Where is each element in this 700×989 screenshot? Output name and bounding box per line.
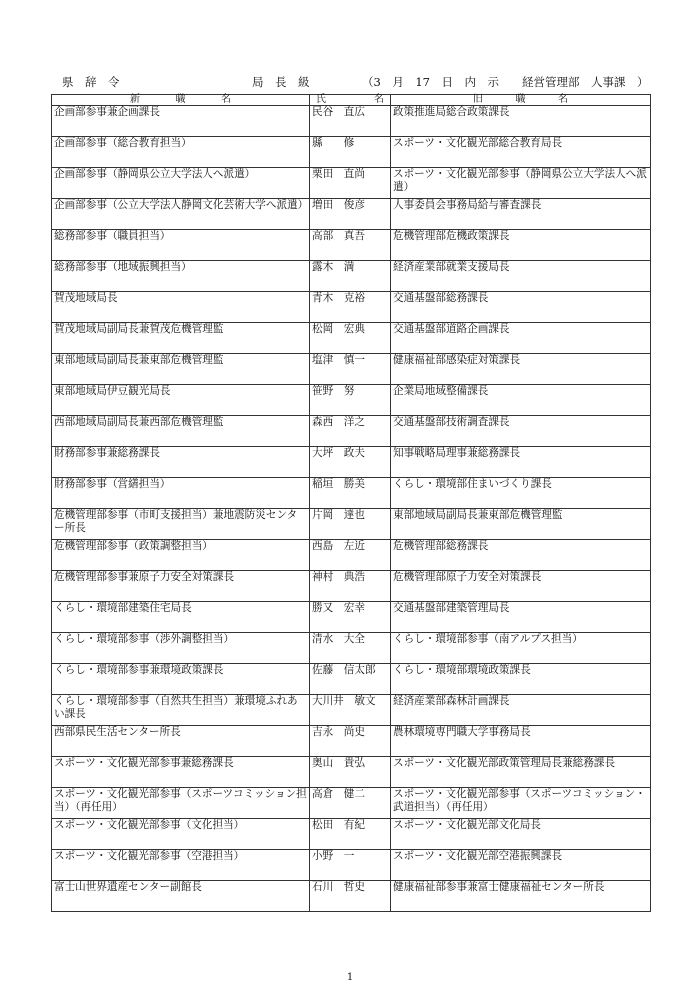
new-post-cell: 企画部参事（総合教育担当） (52, 137, 310, 168)
name-cell: 吉永 尚史 (310, 726, 391, 757)
table-row (52, 881, 651, 912)
old-post-cell: 健康福祉部参事兼富士健康福祉センター所長 (391, 881, 651, 912)
title-announcement: （3 月 17 日 内 示 経営管理部 人事課 ） (362, 75, 649, 89)
table-row (52, 633, 651, 664)
new-post-cell: スポーツ・文化観光部参事兼総務課長 (52, 757, 310, 788)
new-post-cell: 企画部参事（公立大学法人静岡文化芸術大学へ派遣） (52, 199, 310, 230)
table-row (52, 416, 651, 447)
table-row (52, 478, 651, 509)
old-post-cell: 交通基盤部建築管理局長 (391, 602, 651, 633)
old-post-cell: 危機管理部危機政策課長 (391, 230, 651, 261)
old-post-cell: 人事委員会事務局給与審査課長 (391, 199, 651, 230)
old-post-cell: スポーツ・文化観光部文化局長 (391, 819, 651, 850)
table-row (52, 323, 651, 354)
new-post-cell: 西部地域局副局長兼西部危機管理監 (52, 416, 310, 447)
table-row (52, 199, 651, 230)
table-row (52, 509, 651, 540)
personnel-table (51, 94, 651, 912)
old-post-cell: スポーツ・文化観光部総合教育局長 (391, 137, 651, 168)
name-cell: 石川 哲史 (310, 881, 391, 912)
name-cell: 森西 洋之 (310, 416, 391, 447)
old-post-cell: 経済産業部就業支援局長 (391, 261, 651, 292)
table-row (52, 137, 651, 168)
name-cell: 笹野 努 (310, 385, 391, 416)
table-row (52, 261, 651, 292)
name-cell: 民谷 直広 (310, 106, 391, 137)
old-post-cell: 健康福祉部感染症対策課長 (391, 354, 651, 385)
title-rank: 局 長 級 (252, 75, 310, 89)
table-row (52, 850, 651, 881)
new-post-cell: くらし・環境部参事（自然共生担当）兼環境ふれあい課長 (52, 695, 310, 726)
new-post-cell: 財務部参事兼総務課長 (52, 447, 310, 478)
table-row (52, 385, 651, 416)
page-number: 1 (346, 972, 354, 983)
name-cell: 大川井 敏文 (310, 695, 391, 726)
old-post-cell: スポーツ・文化観光部政策管理局長兼総務課長 (391, 757, 651, 788)
new-post-cell: 財務部参事（営繕担当） (52, 478, 310, 509)
name-cell: 西島 左近 (310, 540, 391, 571)
new-post-cell: くらし・環境部建築住宅局長 (52, 602, 310, 633)
old-post-cell: スポーツ・文化観光部参事（スポーツコミッション・武道担当）（再任用） (391, 788, 651, 819)
name-cell: 縣 修 (310, 137, 391, 168)
table-row (52, 664, 651, 695)
new-post-cell: 危機管理部参事（政策調整担当） (52, 540, 310, 571)
new-post-cell: 賀茂地域局副局長兼賀茂危機管理監 (52, 323, 310, 354)
name-cell: 稲垣 勝美 (310, 478, 391, 509)
new-post-cell: 危機管理部参事（市町支援担当）兼地震防災センター所長 (52, 509, 310, 540)
new-post-cell: 東部地域局副局長兼東部危機管理監 (52, 354, 310, 385)
new-post-cell: スポーツ・文化観光部参事（文化担当） (52, 819, 310, 850)
new-post-cell: 賀茂地域局長 (52, 292, 310, 323)
new-post-cell: スポーツ・文化観光部参事（空港担当） (52, 850, 310, 881)
old-post-cell: 交通基盤部技術調査課長 (391, 416, 651, 447)
old-post-cell: 政策推進局総合政策課長 (391, 106, 651, 137)
old-post-cell: 経済産業部森林計画課長 (391, 695, 651, 726)
new-post-cell: 危機管理部参事兼原子力安全対策課長 (52, 571, 310, 602)
name-cell: 塩津 慎一 (310, 354, 391, 385)
name-cell: 栗田 直尚 (310, 168, 391, 199)
table-row (52, 540, 651, 571)
old-post-cell: くらし・環境部参事（南アルプス担当） (391, 633, 651, 664)
new-post-cell: くらし・環境部参事兼環境政策課長 (52, 664, 310, 695)
old-post-cell: 東部地域局副局長兼東部危機管理監 (391, 509, 651, 540)
old-post-cell: 企業局地域整備課長 (391, 385, 651, 416)
new-post-cell: 企画部参事兼企画課長 (52, 106, 310, 137)
table-row (52, 788, 651, 819)
new-post-cell: スポーツ・文化観光部参事（スポーツコミッション担当）（再任用） (52, 788, 310, 819)
name-cell: 高部 真吾 (310, 230, 391, 261)
old-post-cell: スポーツ・文化観光部空港振興課長 (391, 850, 651, 881)
table-row (52, 726, 651, 757)
table-row (52, 230, 651, 261)
table-row (52, 571, 651, 602)
new-post-cell: くらし・環境部参事（渉外調整担当） (52, 633, 310, 664)
header-name: 氏 名 (310, 95, 391, 106)
name-cell: 神村 典浩 (310, 571, 391, 602)
title-prefecture-order: 県 辞 令 (62, 75, 120, 89)
name-cell: 松岡 宏典 (310, 323, 391, 354)
table-row (52, 447, 651, 478)
name-cell: 大坪 政夫 (310, 447, 391, 478)
table-row (52, 292, 651, 323)
new-post-cell: 富士山世界遺産センター副館長 (52, 881, 310, 912)
name-cell: 勝又 宏幸 (310, 602, 391, 633)
table-row (52, 695, 651, 726)
table-row (52, 602, 651, 633)
table-row (52, 819, 651, 850)
name-cell: 松田 有紀 (310, 819, 391, 850)
old-post-cell: 危機管理部総務課長 (391, 540, 651, 571)
old-post-cell: 交通基盤部道路企画課長 (391, 323, 651, 354)
name-cell: 片岡 達也 (310, 509, 391, 540)
name-cell: 高倉 健二 (310, 788, 391, 819)
name-cell: 青木 克裕 (310, 292, 391, 323)
header-old-post: 旧 職 名 (391, 95, 651, 106)
document-title (62, 74, 662, 90)
name-cell: 露木 満 (310, 261, 391, 292)
name-cell: 増田 俊彦 (310, 199, 391, 230)
new-post-cell: 総務部参事（地域振興担当） (52, 261, 310, 292)
name-cell: 奥山 貴弘 (310, 757, 391, 788)
old-post-cell: くらし・環境部住まいづくり課長 (391, 478, 651, 509)
old-post-cell: スポーツ・文化観光部参事（静岡県公立大学法人へ派遣） (391, 168, 651, 199)
old-post-cell: くらし・環境部環境政策課長 (391, 664, 651, 695)
old-post-cell: 交通基盤部総務課長 (391, 292, 651, 323)
old-post-cell: 危機管理部原子力安全対策課長 (391, 571, 651, 602)
new-post-cell: 総務部参事（職員担当） (52, 230, 310, 261)
table-row (52, 757, 651, 788)
old-post-cell: 知事戦略局理事兼総務課長 (391, 447, 651, 478)
old-post-cell: 農林環境専門職大学事務局長 (391, 726, 651, 757)
name-cell: 小野 一 (310, 850, 391, 881)
table-row (52, 168, 651, 199)
header-new-post: 新 職 名 (52, 95, 310, 106)
name-cell: 清水 大全 (310, 633, 391, 664)
name-cell: 佐藤 信太郎 (310, 664, 391, 695)
table-header-row (52, 95, 651, 106)
new-post-cell: 西部県民生活センター所長 (52, 726, 310, 757)
table-row (52, 106, 651, 137)
table-row (52, 354, 651, 385)
new-post-cell: 企画部参事（静岡県公立大学法人へ派遣） (52, 168, 310, 199)
new-post-cell: 東部地域局伊豆観光局長 (52, 385, 310, 416)
